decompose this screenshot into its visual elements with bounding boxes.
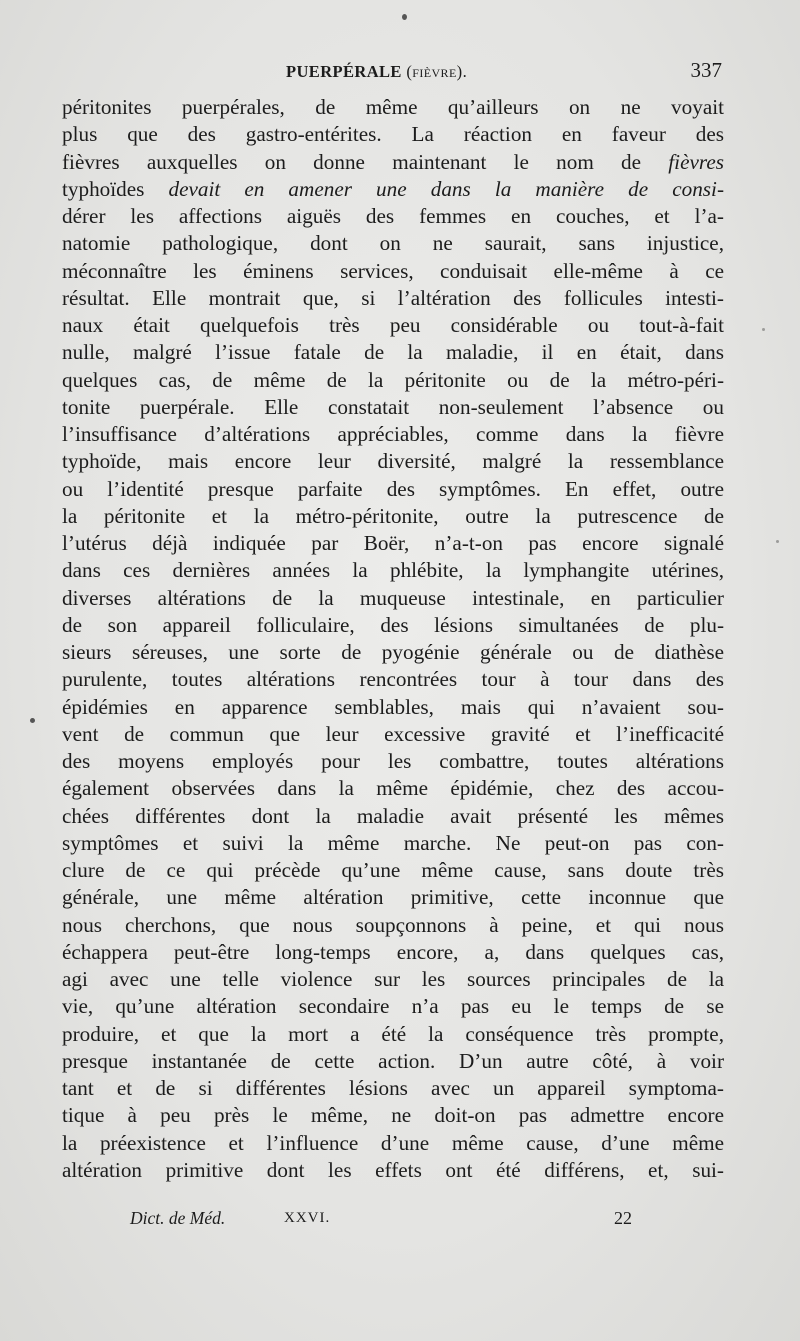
text-line: presque instantanée de cette action. D’un autre côté, à voir bbox=[62, 1048, 724, 1073]
text-line: également observées dans la même épidémie, chez des accou- bbox=[62, 776, 724, 801]
text-line: naux était quelquefois très peu considérable ou tout-à-fait bbox=[62, 313, 724, 337]
signature-mark: Dict. de Méd. bbox=[130, 1208, 226, 1228]
text-line: méconnaître les éminens services, conduisait elle-même à ce bbox=[62, 258, 724, 283]
text-line: tant et de si différentes lésions avec un appareil symptoma- bbox=[62, 1076, 724, 1100]
text-line: l’insuffisance d’altérations appréciables, comme dans la fièvre bbox=[62, 422, 724, 446]
text-line: altération primitive dont les effets ont été différens, et, sui- bbox=[62, 1157, 724, 1182]
text-line: péritonites puerpérales, de même qu’ailleurs on ne voyait bbox=[62, 95, 724, 119]
text-line: la préexistence et l’influence d’une même cause, d’une même bbox=[62, 1130, 724, 1155]
text-line: de son appareil folliculaire, des lésions simultanées de plu- bbox=[62, 612, 724, 637]
text-line: plus que des gastro-entérites. La réaction en faveur des bbox=[62, 122, 724, 147]
text-line: symptômes et suivi la même marche. Ne peut-on pas con- bbox=[62, 830, 724, 855]
page-footer bbox=[62, 1208, 724, 1238]
text-line: agi avec une telle violence sur les sources principales de la bbox=[62, 967, 724, 991]
text-line: dérer les affections aiguës des femmes en couches, et l’a- bbox=[62, 204, 724, 228]
text-line: épidémies en apparence semblables, mais qui n’avaient sou- bbox=[62, 694, 724, 719]
text-line: tonite puerpérale. Elle constatait non-seulement l’absence ou bbox=[62, 394, 724, 419]
text-line: la péritonite et la métro-péritonite, outre la putrescence de bbox=[62, 503, 724, 528]
text-line: purulente, toutes altérations rencontrées tour à tour dans des bbox=[62, 667, 724, 692]
italic-phrase: devait en amener une dans la manière de consi- bbox=[144, 176, 724, 201]
running-head-title: PUERPÉRALE bbox=[286, 62, 402, 81]
text-line: des moyens employés pour les combattre, toutes altérations bbox=[62, 749, 724, 773]
body-text bbox=[62, 94, 724, 1184]
text-line: natomie pathologique, dont on ne saurait, sans injustice, bbox=[62, 231, 724, 256]
text-line: quelques cas, de même de la péritonite ou de la métro-péri- bbox=[62, 367, 724, 392]
text-line: diverses altérations de la muqueuse intestinale, en particulier bbox=[62, 585, 724, 610]
ink-speck bbox=[776, 540, 779, 543]
page-header bbox=[62, 58, 724, 90]
text-line: générale, une même altération primitive, cette inconnue que bbox=[62, 885, 724, 910]
text-line: ou l’identité presque parfaite des symptômes. En effet, outre bbox=[62, 476, 724, 501]
text-line: chées différentes dont la maladie avait présenté les mêmes bbox=[62, 803, 724, 828]
volume-mark: XXVI. bbox=[284, 1210, 331, 1226]
text-line: échappera peut-être long-temps encore, a, dans quelques cas, bbox=[62, 939, 724, 964]
text-line: sieurs séreuses, une sorte de pyogénie générale ou de diathèse bbox=[62, 640, 724, 664]
text-line: typhoïde, mais encore leur diversité, malgré la ressemblance bbox=[62, 449, 724, 474]
text-line: nulle, malgré l’issue fatale de la maladie, il en était, dans bbox=[62, 340, 724, 365]
ink-speck bbox=[762, 328, 765, 331]
text-line: l’utérus déjà indiquée par Boër, n’a-t-on pas encore signalé bbox=[62, 531, 724, 555]
text-line: produire, et que la mort a été la conséquence très prompte, bbox=[62, 1021, 724, 1046]
text-line: vent de commun que leur excessive gravité et l’inefficacité bbox=[62, 721, 724, 746]
text-line: vie, qu’une altération secondaire n’a pas eu le temps de se bbox=[62, 994, 724, 1019]
text-line: clure de ce qui précède qu’une même cause, sans doute très bbox=[62, 858, 724, 882]
running-head bbox=[286, 62, 467, 82]
sheet-number: 22 bbox=[614, 1208, 632, 1228]
text-line: dans ces dernières années la phlébite, la lymphangite utérines, bbox=[62, 558, 724, 583]
text-line: typhoïdes devait en amener une dans la manière de consi- bbox=[62, 176, 724, 201]
italic-phrase: fièvres bbox=[668, 149, 724, 174]
text-line: résultat. Elle montrait que, si l’altération des follicules intesti- bbox=[62, 285, 724, 310]
text-line: fièvres auxquelles on donne maintenant le nom de fièvres bbox=[62, 149, 724, 174]
running-head-subtitle: (fièvre). bbox=[406, 62, 468, 81]
ink-speck bbox=[30, 718, 35, 723]
text-line: nous cherchons, que nous soupçonnons à peine, et qui nous bbox=[62, 912, 724, 937]
ink-speck bbox=[402, 14, 407, 20]
text-line: tique à peu près le même, ne doit-on pas admettre encore bbox=[62, 1103, 724, 1128]
page-number: 337 bbox=[690, 58, 722, 82]
